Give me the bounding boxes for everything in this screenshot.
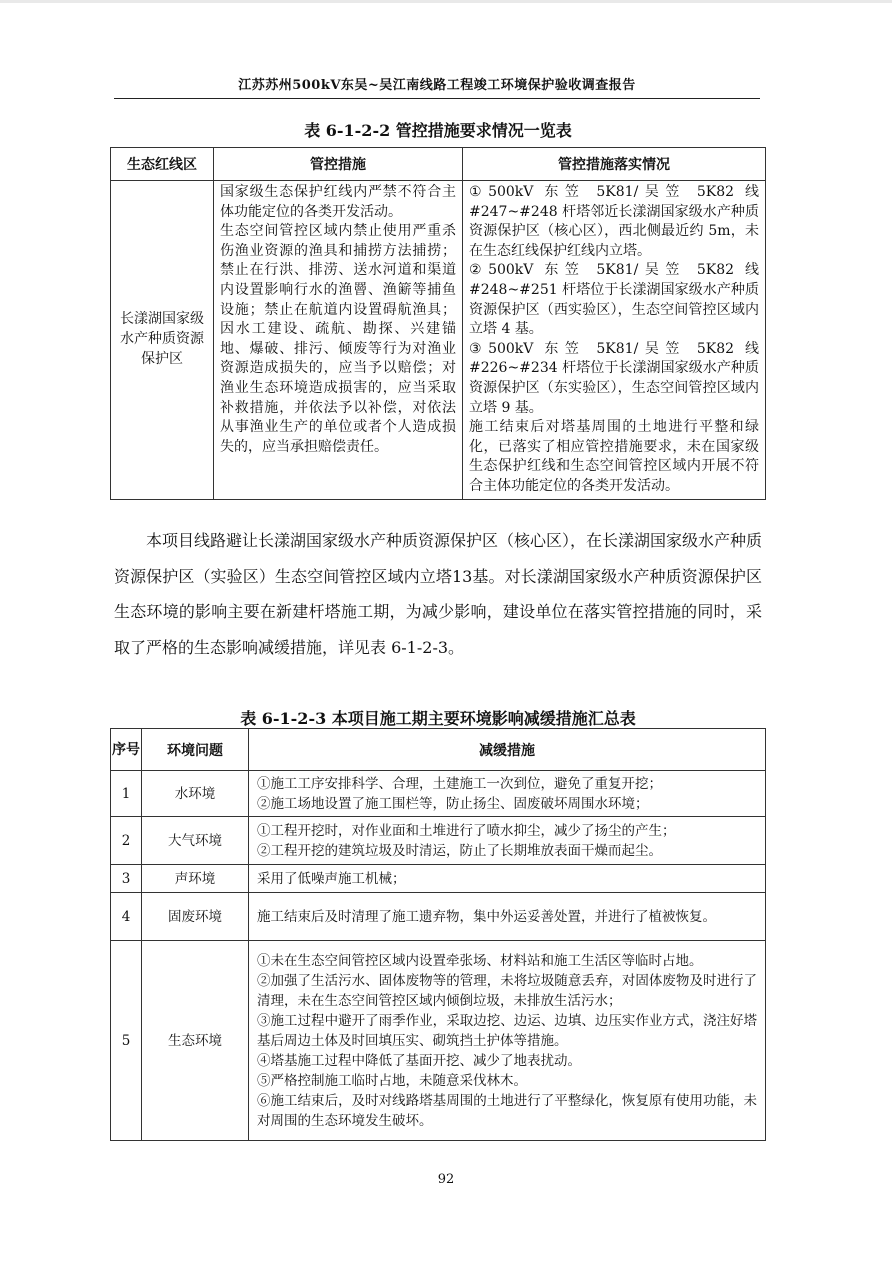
row-measures <box>249 865 766 893</box>
row-number: 4 <box>111 893 142 941</box>
row-measures <box>249 771 766 817</box>
table1-header-measures: 管控措施 <box>214 148 463 181</box>
table-row <box>111 893 766 941</box>
row-measures <box>249 817 766 865</box>
mitigation-item: ④塔基施工过程中降低了基面开挖、减少了地表扰动。 <box>257 1052 581 1069</box>
table-row <box>111 941 766 1141</box>
row-issue: 大气环境 <box>142 817 249 865</box>
row-number: 3 <box>111 865 142 893</box>
mitigation-item: ⑥施工结束后，及时对线路塔基周围的土地进行了平整绿化，恢复原有使用功能，未对周围的生态环境发生破坏。 <box>257 1092 757 1129</box>
table1-caption: 表 6-1-2-2 管控措施要求情况一览表 <box>304 121 572 140</box>
row-issue: 声环境 <box>142 865 249 893</box>
mitigation-item: ⑤严格控制施工临时占地，未随意采伐林木。 <box>257 1072 527 1089</box>
table1-header-implementation: 管控措施落实情况 <box>463 148 766 181</box>
table2-caption: 表 6-1-2-3 本项目施工期主要环境影响减缓措施汇总表 <box>240 709 636 728</box>
table2-header-no: 序号 <box>111 729 142 771</box>
control-measures-table <box>110 147 766 500</box>
row-number: 5 <box>111 941 142 1141</box>
table2-header-issue: 环境问题 <box>142 729 249 771</box>
table2-header-row <box>111 729 766 771</box>
mitigation-item: 采用了低噪声施工机械； <box>257 870 406 887</box>
implementation-item: 施工结束后对塔基周围的土地进行平整和绿化，已落实了相应管控措施要求，未在国家级生态保护红线和生态空间管控区域内开展不符合主体功能定位的各类开发活动。 <box>469 419 759 494</box>
page-top-edge <box>0 0 892 3</box>
body-paragraph: 本项目线路避让长漾湖国家级水产种质资源保护区（核心区），在长漾湖国家级水产种质资源保护区（实验区）生态空间管控区域内立塔13基。对长漾湖国家级水产种质资源保护区生态环境的影响主要在新建杆塔施工期，为减少影响，建设单位在落实管控措施的同时，采取了严格的生态影响减缓措施，详见表 6-1-2-3。 <box>114 531 763 657</box>
table1-zone-cell: 长漾湖国家级水产种质资源保护区 <box>111 181 214 500</box>
mitigation-item: ①工程开挖时，对作业面和土堆进行了喷水抑尘，减少了扬尘的产生； <box>257 822 676 839</box>
row-issue: 生态环境 <box>142 941 249 1141</box>
row-number: 2 <box>111 817 142 865</box>
row-number: 1 <box>111 771 142 817</box>
table-row <box>111 817 766 865</box>
table-row <box>111 865 766 893</box>
mitigation-item: ①施工工序安排科学、合理，土建施工一次到位，避免了重复开挖； <box>257 775 662 792</box>
row-issue: 水环境 <box>142 771 249 817</box>
table1-implementation-cell <box>463 181 766 500</box>
implementation-item: ③500kV 东笠 5K81/吴笠 5K82 线#226~#234 杆塔位于长漾湖国家级水产种质资源保护区（东实验区），生态空间管控区域内立塔 9 基。 <box>469 340 759 416</box>
mitigation-item: ②工程开挖的建筑垃圾及时清运，防止了长期堆放表面干燥而起尘。 <box>257 842 662 859</box>
table1-header-zone: 生态红线区 <box>111 148 214 181</box>
implementation-item: ②500kV 东笠 5K81/吴笠 5K82 线#248~#251 杆塔位于长漾湖国家级水产种质资源保护区（西实验区），生态空间管控区域内立塔 4 基。 <box>469 262 759 338</box>
implementation-item: ①500kV 东笠 5K81/吴笠 5K82 线#247~#248 杆塔邻近长漾湖国家级水产种质资源保护区（核心区），西北侧最近约 5m，未在生态红线保护红线内立塔。 <box>469 184 759 259</box>
measure-item: 国家级生态保护红线内严禁不符合主体功能定位的各类开发活动。 <box>220 184 456 220</box>
mitigation-item: ①未在生态空间管控区域内设置牵张场、材料站和施工生活区等临时占地。 <box>257 952 703 969</box>
mitigation-item: 施工结束后及时清理了施工遗弃物，集中外运妥善处置，并进行了植被恢复。 <box>257 908 716 925</box>
table1-row <box>111 181 766 500</box>
table2-header-measures: 减缓措施 <box>249 729 766 771</box>
table1-header-row <box>111 148 766 181</box>
page-number: 92 <box>437 1172 455 1187</box>
row-issue: 固废环境 <box>142 893 249 941</box>
mitigation-item: ②施工场地设置了施工围栏等，防止扬尘、固废破坏周围水环境； <box>257 795 649 812</box>
running-header: 江苏苏州500kV东吴~吴江南线路工程竣工环境保护验收调查报告 <box>114 74 760 99</box>
row-measures <box>249 893 766 941</box>
mitigation-item: ③施工过程中避开了雨季作业，采取边挖、边运、边填、边压实作业方式，浇注好塔基后周边土体及时回填压实、砌筑挡土护体等措施。 <box>257 1012 757 1049</box>
table1-measures-cell <box>214 181 463 500</box>
table-row <box>111 771 766 817</box>
mitigation-measures-table <box>110 728 766 1141</box>
row-measures <box>249 941 766 1141</box>
mitigation-item: ②加强了生活污水、固体废物等的管理，未将垃圾随意丢弃，对固体废物及时进行了清理，未在生态空间管控区域内倾倒垃圾，未排放生活污水； <box>257 972 757 1009</box>
measure-item: 生态空间管控区域内禁止使用严重杀伤渔业资源的渔具和捕捞方法捕捞；禁止在行洪、排涝、送水河道和渠道内设置影响行水的渔罾、渔簖等捕鱼设施；禁止在航道内设置碍航渔具；因水工建设、疏航、勘探、兴建锚地、爆破、排污、倾废等行为对渔业资源造成损失的，应当予以赔偿；对渔业生态环境造成损害的，应当采取补救措施，并依法予以补偿，对依法从事渔业生产的单位或者个人造成损失的，应当承担赔偿责任。 <box>220 223 456 455</box>
